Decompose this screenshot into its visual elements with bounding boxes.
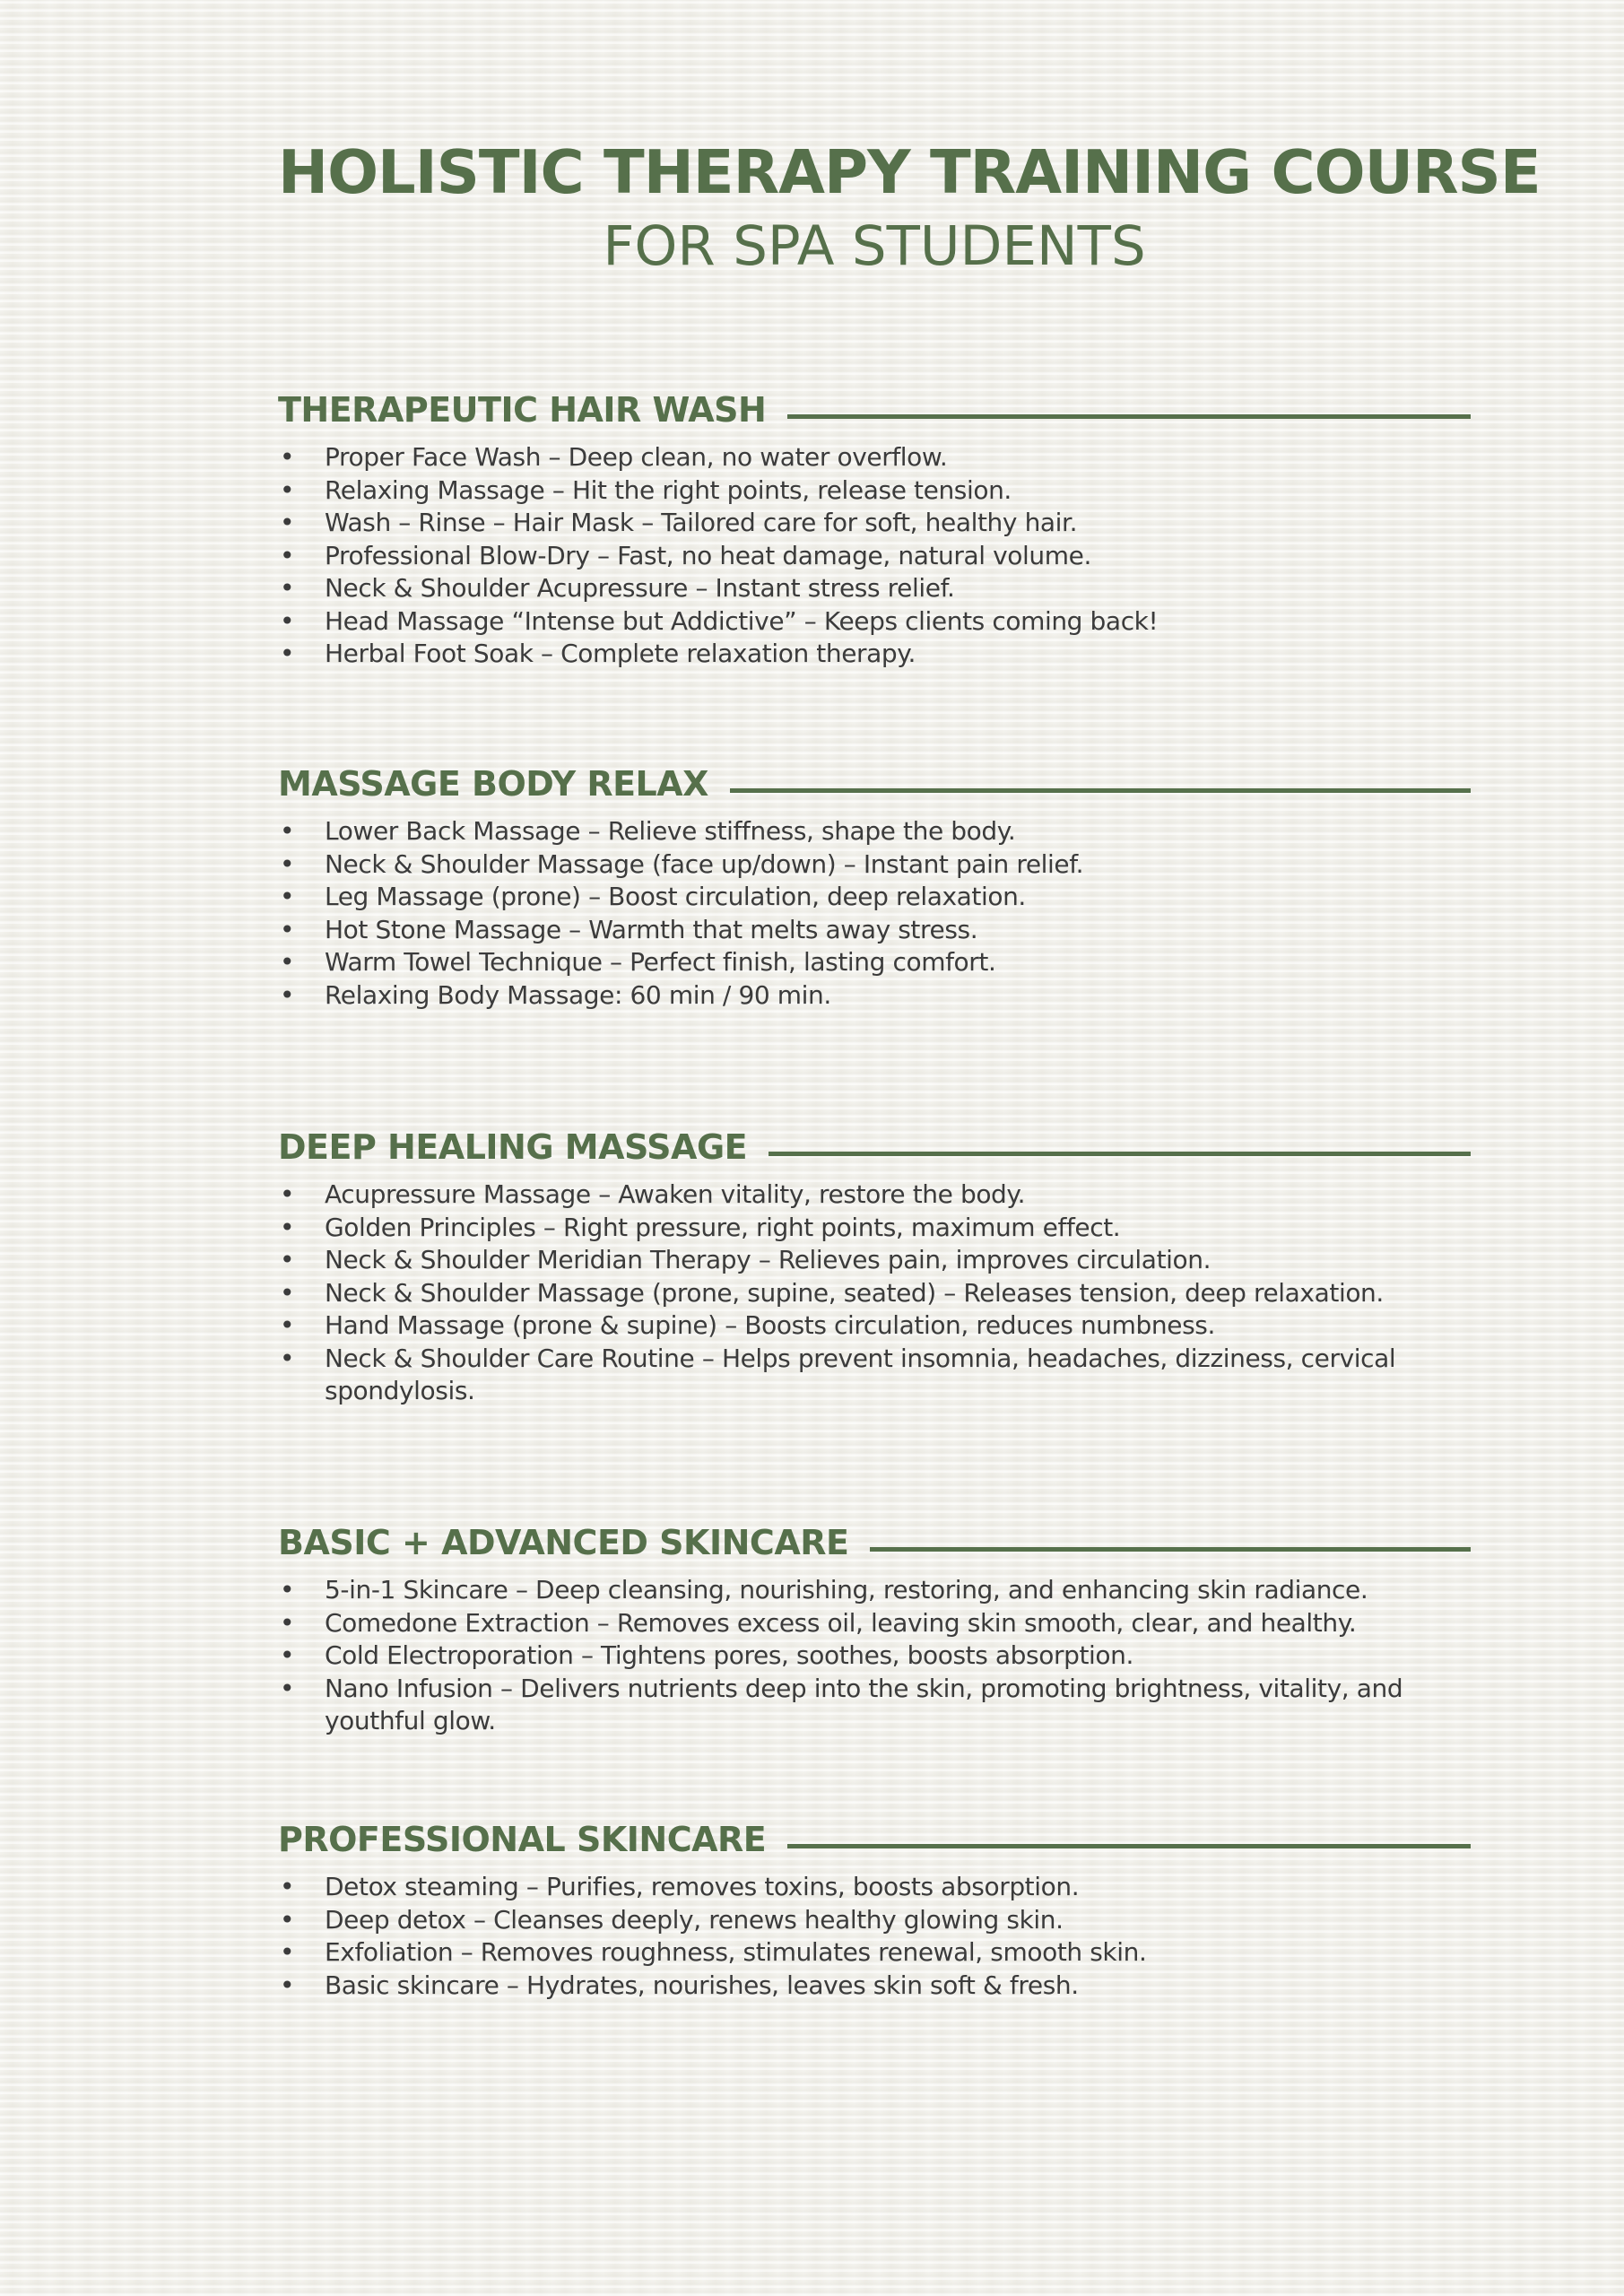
list-item	[278, 848, 1471, 882]
bullet-icon: •	[280, 1575, 295, 1605]
list-item	[278, 1970, 1471, 2003]
section-basic-advanced-skincare	[278, 1520, 1471, 1738]
list-item	[278, 914, 1471, 947]
list-item	[278, 507, 1471, 540]
section-divider	[870, 1547, 1471, 1552]
bullet-icon: •	[280, 1179, 295, 1209]
bullet-icon: •	[280, 1310, 295, 1340]
item-list	[278, 815, 1471, 1012]
section-title: BASIC + ADVANCED SKINCARE	[278, 1523, 849, 1562]
list-item	[278, 1607, 1471, 1640]
list-item	[278, 1343, 1471, 1408]
list-item	[278, 979, 1471, 1013]
section-header	[278, 761, 1471, 806]
item-text: Neck & Shoulder Massage (prone, supine, seated) – Releases tension, deep relaxation.	[325, 1277, 1384, 1308]
item-list	[278, 441, 1471, 671]
item-text: Cold Electroporation – Tightens pores, soothes, boosts absorption.	[325, 1640, 1133, 1670]
list-item	[278, 815, 1471, 848]
item-list	[278, 1178, 1471, 1408]
item-text: Basic skincare – Hydrates, nourishes, leaves skin soft & fresh.	[325, 1970, 1079, 2000]
section-divider	[730, 788, 1471, 793]
section-header	[278, 1520, 1471, 1565]
bullet-icon: •	[280, 1904, 295, 1935]
bullet-icon: •	[280, 442, 295, 472]
bullet-icon: •	[280, 1245, 295, 1274]
item-text: Professional Blow-Dry – Fast, no heat damage, natural volume.	[325, 540, 1091, 570]
item-list	[278, 1871, 1471, 2002]
bullet-icon: •	[280, 508, 295, 537]
section-title: THERAPEUTIC HAIR WASH	[278, 390, 767, 430]
list-item	[278, 1871, 1471, 1904]
list-item	[278, 1673, 1471, 1738]
item-text: Neck & Shoulder Massage (face up/down) – Instant pain relief.	[325, 848, 1084, 879]
list-item	[278, 1639, 1471, 1673]
item-text: Comedone Extraction – Removes excess oil, leaving skin smooth, clear, and healthy.	[325, 1607, 1357, 1638]
item-text: 5-in-1 Skincare – Deep cleansing, nourishing, restoring, and enhancing skin radiance.	[325, 1575, 1368, 1605]
bullet-icon: •	[280, 1607, 295, 1638]
item-text: Acupressure Massage – Awaken vitality, restore the body.	[325, 1179, 1026, 1209]
list-item	[278, 1277, 1471, 1310]
bullet-icon: •	[280, 573, 295, 603]
list-item	[278, 540, 1471, 573]
bullet-icon: •	[280, 979, 295, 1010]
item-list	[278, 1574, 1471, 1738]
list-item	[278, 946, 1471, 979]
item-text: Relaxing Body Massage: 60 min / 90 min.	[325, 979, 831, 1010]
bullet-icon: •	[280, 1937, 295, 1967]
list-item	[278, 1574, 1471, 1607]
section-professional-skincare	[278, 1817, 1471, 2002]
item-text: Neck & Shoulder Acupressure – Instant stress relief.	[325, 573, 955, 603]
item-text: Leg Massage (prone) – Boost circulation, deep relaxation.	[325, 882, 1026, 911]
item-text: Relaxing Massage – Hit the right points, release tension.	[325, 474, 1012, 505]
bullet-icon: •	[280, 1343, 295, 1373]
item-text: Neck & Shoulder Meridian Therapy – Relieves pain, improves circulation.	[325, 1245, 1211, 1274]
section-title: DEEP HEALING MASSAGE	[278, 1127, 748, 1167]
bullet-icon: •	[280, 882, 295, 911]
item-text: Proper Face Wash – Deep clean, no water overflow.	[325, 442, 948, 472]
list-item	[278, 881, 1471, 914]
section-title: PROFESSIONAL SKINCARE	[278, 1820, 767, 1859]
item-text: Wash – Rinse – Hair Mask – Tailored care for soft, healthy hair.	[325, 508, 1078, 537]
page-subtitle: FOR SPA STUDENTS	[603, 214, 1146, 278]
bullet-icon: •	[280, 1970, 295, 2000]
bullet-icon: •	[280, 816, 295, 846]
bullet-icon: •	[280, 1640, 295, 1670]
item-text: Golden Principles – Right pressure, right points, maximum effect.	[325, 1212, 1121, 1242]
item-text: Lower Back Massage – Relieve stiffness, shape the body.	[325, 816, 1016, 846]
item-text: Herbal Foot Soak – Complete relaxation therapy.	[325, 639, 916, 668]
section-header	[278, 1125, 1471, 1170]
bullet-icon: •	[280, 1673, 295, 1703]
section-divider	[787, 1844, 1471, 1848]
item-text: Exfoliation – Removes roughness, stimulates renewal, smooth skin.	[325, 1937, 1147, 1967]
bullet-icon: •	[280, 914, 295, 944]
page-title: HOLISTIC THERAPY TRAINING COURSE	[278, 137, 1541, 207]
list-item	[278, 1244, 1471, 1277]
item-text: Detox steaming – Purifies, removes toxins, boosts absorption.	[325, 1872, 1080, 1901]
section-divider	[787, 414, 1471, 419]
list-item	[278, 1212, 1471, 1245]
item-text: Hot Stone Massage – Warmth that melts away stress.	[325, 914, 978, 944]
bullet-icon: •	[280, 1872, 295, 1901]
bullet-icon: •	[280, 639, 295, 668]
section-deep-healing-massage	[278, 1125, 1471, 1408]
section-massage-body-relax	[278, 761, 1471, 1012]
list-item	[278, 638, 1471, 671]
bullet-icon: •	[280, 848, 295, 879]
list-item	[278, 605, 1471, 639]
bullet-icon: •	[280, 540, 295, 570]
list-item	[278, 1309, 1471, 1343]
item-text: Nano Infusion – Delivers nutrients deep into the skin, promoting brightness, vitality, and youthful glow.	[325, 1673, 1403, 1735]
section-header	[278, 1817, 1471, 1862]
bullet-icon: •	[280, 605, 295, 636]
section-header	[278, 387, 1471, 432]
section-title: MASSAGE BODY RELAX	[278, 764, 708, 804]
list-item	[278, 1904, 1471, 1937]
bullet-icon: •	[280, 1277, 295, 1308]
item-text: Warm Towel Technique – Perfect finish, lasting comfort.	[325, 947, 996, 977]
section-divider	[769, 1152, 1471, 1156]
item-text: Deep detox – Cleanses deeply, renews healthy glowing skin.	[325, 1904, 1064, 1935]
bullet-icon: •	[280, 474, 295, 505]
item-text: Hand Massage (prone & supine) – Boosts circulation, reduces numbness.	[325, 1310, 1215, 1340]
section-therapeutic-hair-wash	[278, 387, 1471, 671]
item-text: Neck & Shoulder Care Routine – Helps prevent insomnia, headaches, dizziness, cervical spondylosis.	[325, 1343, 1396, 1405]
bullet-icon: •	[280, 1212, 295, 1242]
list-item	[278, 474, 1471, 508]
list-item	[278, 441, 1471, 474]
list-item	[278, 1936, 1471, 1970]
item-text: Head Massage “Intense but Addictive” – Keeps clients coming back!	[325, 605, 1159, 636]
bullet-icon: •	[280, 947, 295, 977]
list-item	[278, 1178, 1471, 1212]
list-item	[278, 572, 1471, 605]
